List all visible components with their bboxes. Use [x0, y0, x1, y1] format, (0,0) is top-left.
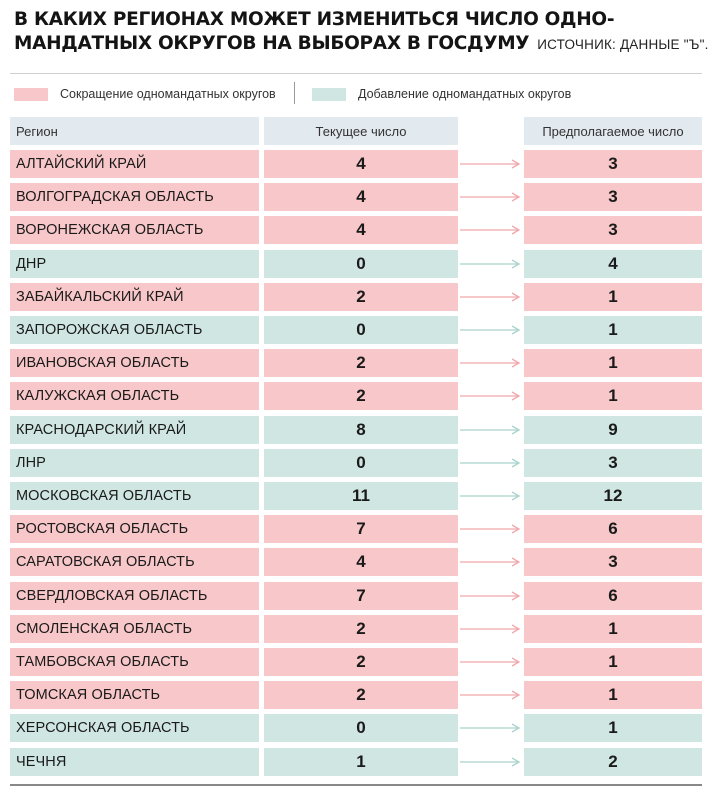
arrow-right-icon: [458, 548, 524, 576]
arrow-right-icon: [458, 482, 524, 510]
future-count: 1: [524, 349, 702, 377]
future-count: 3: [524, 216, 702, 244]
region-name: ИВАНОВСКАЯ ОБЛАСТЬ: [10, 349, 259, 377]
table-row: [10, 216, 702, 244]
future-count: 6: [524, 582, 702, 610]
table-row: [10, 714, 702, 742]
current-count: 2: [264, 648, 458, 676]
column-header-current: Текущее число: [264, 117, 458, 145]
current-count: 4: [264, 548, 458, 576]
page-title: [14, 8, 709, 57]
current-count: 2: [264, 382, 458, 410]
arrow-right-icon: [458, 449, 524, 477]
legend: [14, 80, 704, 108]
table-row: [10, 316, 702, 344]
future-count: 3: [524, 548, 702, 576]
current-count: 4: [264, 216, 458, 244]
arrow-right-icon: [458, 283, 524, 311]
legend-label-increase: Добавление одномандатных округов: [358, 87, 572, 101]
region-name: ЗАПОРОЖСКАЯ ОБЛАСТЬ: [10, 316, 259, 344]
title-line-1: В КАКИХ РЕГИОНАХ МОЖЕТ ИЗМЕНИТЬСЯ ЧИСЛО ОДНО-: [14, 9, 615, 30]
future-count: 12: [524, 482, 702, 510]
arrow-right-icon: [458, 316, 524, 344]
arrow-right-icon: [458, 582, 524, 610]
arrow-right-icon: [458, 615, 524, 643]
arrow-right-icon: [458, 250, 524, 278]
table-row: [10, 515, 702, 543]
future-count: 9: [524, 416, 702, 444]
current-count: 0: [264, 449, 458, 477]
current-count: 0: [264, 250, 458, 278]
region-name: КАЛУЖСКАЯ ОБЛАСТЬ: [10, 382, 259, 410]
source-note: ИСТОЧНИК: ДАННЫЕ "Ъ".: [537, 37, 709, 52]
current-count: 2: [264, 615, 458, 643]
future-count: 4: [524, 250, 702, 278]
table-row: [10, 482, 702, 510]
table-row: [10, 648, 702, 676]
future-count: 1: [524, 615, 702, 643]
title-line-2: [14, 32, 709, 57]
current-count: 2: [264, 681, 458, 709]
legend-swatch-increase: [312, 88, 346, 101]
current-count: 11: [264, 482, 458, 510]
region-name: РОСТОВСКАЯ ОБЛАСТЬ: [10, 515, 259, 543]
arrow-right-icon: [458, 349, 524, 377]
region-name: ЧЕЧНЯ: [10, 748, 259, 776]
region-name: САРАТОВСКАЯ ОБЛАСТЬ: [10, 548, 259, 576]
current-count: 7: [264, 515, 458, 543]
future-count: 1: [524, 382, 702, 410]
arrow-right-icon: [458, 216, 524, 244]
region-name: ВОЛГОГРАДСКАЯ ОБЛАСТЬ: [10, 183, 259, 211]
table-row: [10, 615, 702, 643]
current-count: 4: [264, 150, 458, 178]
legend-divider: [294, 82, 295, 104]
region-name: ВОРОНЕЖСКАЯ ОБЛАСТЬ: [10, 216, 259, 244]
table-row: [10, 748, 702, 776]
region-name: МОСКОВСКАЯ ОБЛАСТЬ: [10, 482, 259, 510]
future-count: 2: [524, 748, 702, 776]
future-count: 6: [524, 515, 702, 543]
region-name: СВЕРДЛОВСКАЯ ОБЛАСТЬ: [10, 582, 259, 610]
legend-item-increase: [312, 80, 571, 108]
table-row: [10, 382, 702, 410]
future-count: 3: [524, 150, 702, 178]
region-name: ЛНР: [10, 449, 259, 477]
table-header: [10, 117, 702, 145]
future-count: 3: [524, 183, 702, 211]
table-row: [10, 250, 702, 278]
region-name: ЗАБАЙКАЛЬСКИЙ КРАЙ: [10, 283, 259, 311]
future-count: 1: [524, 681, 702, 709]
table-row: [10, 681, 702, 709]
arrow-right-icon: [458, 748, 524, 776]
region-name: ДНР: [10, 250, 259, 278]
arrow-right-icon: [458, 515, 524, 543]
region-name: ТАМБОВСКАЯ ОБЛАСТЬ: [10, 648, 259, 676]
table-row: [10, 548, 702, 576]
region-name: АЛТАЙСКИЙ КРАЙ: [10, 150, 259, 178]
arrow-right-icon: [458, 183, 524, 211]
current-count: 7: [264, 582, 458, 610]
region-name: ХЕРСОНСКАЯ ОБЛАСТЬ: [10, 714, 259, 742]
title-block: [14, 8, 709, 57]
future-count: 3: [524, 449, 702, 477]
table-row: [10, 416, 702, 444]
current-count: 0: [264, 316, 458, 344]
current-count: 1: [264, 748, 458, 776]
region-name: КРАСНОДАРСКИЙ КРАЙ: [10, 416, 259, 444]
legend-item-decrease: [14, 80, 276, 108]
arrow-right-icon: [458, 648, 524, 676]
table-row: [10, 283, 702, 311]
current-count: 0: [264, 714, 458, 742]
table-row: [10, 183, 702, 211]
arrow-right-icon: [458, 150, 524, 178]
current-count: 2: [264, 349, 458, 377]
table-row: [10, 150, 702, 178]
table-row: [10, 349, 702, 377]
title-line-2-text: МАНДАТНЫХ ОКРУГОВ НА ВЫБОРАХ В ГОСДУМУ: [14, 33, 530, 54]
region-name: СМОЛЕНСКАЯ ОБЛАСТЬ: [10, 615, 259, 643]
future-count: 1: [524, 714, 702, 742]
current-count: 2: [264, 283, 458, 311]
table-row: [10, 582, 702, 610]
current-count: 4: [264, 183, 458, 211]
column-header-region: Регион: [10, 117, 259, 145]
arrow-right-icon: [458, 681, 524, 709]
arrow-right-icon: [458, 382, 524, 410]
column-header-future: Предполагаемое число: [524, 117, 702, 145]
legend-label-decrease: Сокращение одномандатных округов: [60, 87, 276, 101]
bottom-divider: [10, 784, 702, 786]
arrow-right-icon: [458, 714, 524, 742]
future-count: 1: [524, 283, 702, 311]
future-count: 1: [524, 316, 702, 344]
current-count: 8: [264, 416, 458, 444]
arrow-right-icon: [458, 416, 524, 444]
table-row: [10, 449, 702, 477]
top-divider: [10, 73, 702, 74]
legend-swatch-decrease: [14, 88, 48, 101]
future-count: 1: [524, 648, 702, 676]
region-name: ТОМСКАЯ ОБЛАСТЬ: [10, 681, 259, 709]
